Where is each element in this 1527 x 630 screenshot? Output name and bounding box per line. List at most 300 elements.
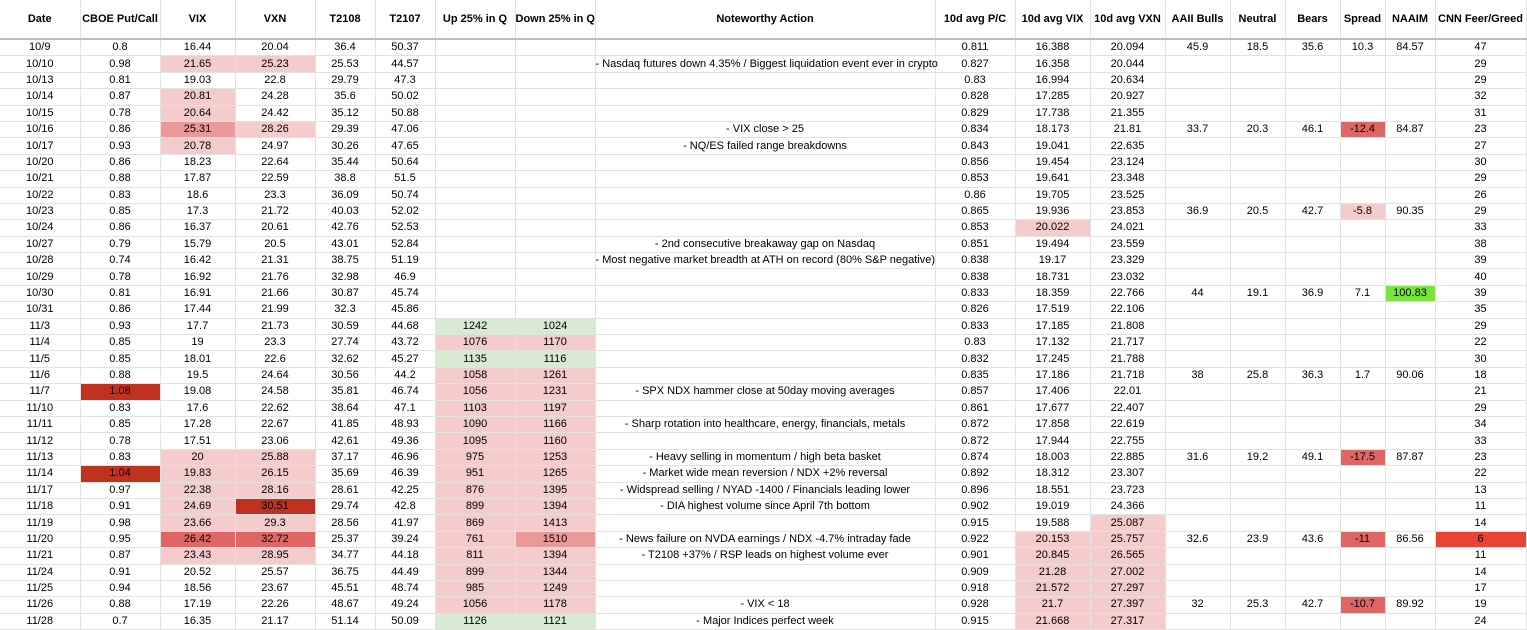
table-cell[interactable]: [1285, 580, 1340, 596]
note-cell[interactable]: [595, 105, 935, 121]
table-cell[interactable]: 10/28: [0, 253, 80, 269]
table-cell[interactable]: 44.68: [375, 318, 435, 334]
table-cell[interactable]: 23.124: [1090, 154, 1165, 170]
table-cell[interactable]: 22.106: [1090, 302, 1165, 318]
table-cell[interactable]: 0.832: [935, 351, 1015, 367]
table-cell[interactable]: 10/29: [0, 269, 80, 285]
table-cell[interactable]: 38.8: [315, 171, 375, 187]
table-cell[interactable]: 1242: [435, 318, 515, 334]
note-cell[interactable]: [595, 39, 935, 56]
table-cell[interactable]: [1385, 384, 1435, 400]
table-cell[interactable]: [1285, 564, 1340, 580]
table-cell[interactable]: 21.355: [1090, 105, 1165, 121]
table-cell[interactable]: 43.6: [1285, 531, 1340, 547]
table-cell[interactable]: 1249: [515, 580, 595, 596]
table-cell[interactable]: 28.26: [235, 121, 315, 137]
table-cell[interactable]: [1230, 351, 1285, 367]
table-cell[interactable]: 19.641: [1015, 171, 1090, 187]
table-cell[interactable]: 28.56: [315, 515, 375, 531]
table-cell[interactable]: 10/10: [0, 56, 80, 72]
table-cell[interactable]: 1395: [515, 482, 595, 498]
table-cell[interactable]: 11/26: [0, 597, 80, 613]
table-cell[interactable]: [1285, 154, 1340, 170]
table-cell[interactable]: 1261: [515, 367, 595, 383]
table-cell[interactable]: 0.826: [935, 302, 1015, 318]
table-cell[interactable]: 11/20: [0, 531, 80, 547]
table-cell[interactable]: 1024: [515, 318, 595, 334]
table-cell[interactable]: 17.185: [1015, 318, 1090, 334]
table-cell[interactable]: 11/10: [0, 400, 80, 416]
table-cell[interactable]: [515, 39, 595, 56]
table-cell[interactable]: 45.27: [375, 351, 435, 367]
table-cell[interactable]: [1340, 56, 1385, 72]
table-cell[interactable]: [515, 269, 595, 285]
table-cell[interactable]: [515, 285, 595, 301]
table-cell[interactable]: 30.26: [315, 138, 375, 154]
table-cell[interactable]: 16.388: [1015, 39, 1090, 56]
table-cell[interactable]: [1165, 548, 1230, 564]
table-cell[interactable]: 47.1: [375, 400, 435, 416]
table-cell[interactable]: 47.3: [375, 72, 435, 88]
table-cell[interactable]: 11/4: [0, 335, 80, 351]
table-cell[interactable]: 24.58: [235, 384, 315, 400]
table-cell[interactable]: 1090: [435, 416, 515, 432]
table-cell[interactable]: -11: [1340, 531, 1385, 547]
table-cell[interactable]: 21.7: [1015, 597, 1090, 613]
table-cell[interactable]: 16.44: [160, 39, 235, 56]
table-cell[interactable]: [1285, 482, 1340, 498]
table-cell[interactable]: 11: [1435, 548, 1526, 564]
table-cell[interactable]: 16.37: [160, 220, 235, 236]
table-cell[interactable]: [1230, 548, 1285, 564]
table-cell[interactable]: [1165, 613, 1230, 629]
table-cell[interactable]: 975: [435, 449, 515, 465]
table-cell[interactable]: 0.856: [935, 154, 1015, 170]
table-cell[interactable]: [1230, 498, 1285, 514]
table-cell[interactable]: 17.132: [1015, 335, 1090, 351]
table-cell[interactable]: 1253: [515, 449, 595, 465]
column-header[interactable]: Noteworthy Action: [595, 0, 935, 39]
table-cell[interactable]: 1076: [435, 335, 515, 351]
table-cell[interactable]: 17.406: [1015, 384, 1090, 400]
table-cell[interactable]: 36.09: [315, 187, 375, 203]
table-cell[interactable]: [435, 89, 515, 105]
table-cell[interactable]: [1385, 302, 1435, 318]
table-cell[interactable]: 11/19: [0, 515, 80, 531]
table-cell[interactable]: 43.01: [315, 236, 375, 252]
table-cell[interactable]: [1230, 400, 1285, 416]
table-cell[interactable]: 42.7: [1285, 203, 1340, 219]
table-cell[interactable]: [515, 236, 595, 252]
table-cell[interactable]: [1165, 89, 1230, 105]
table-cell[interactable]: 19.454: [1015, 154, 1090, 170]
table-cell[interactable]: 20.5: [1230, 203, 1285, 219]
table-cell[interactable]: 21.572: [1015, 580, 1090, 596]
table-cell[interactable]: 46.1: [1285, 121, 1340, 137]
table-cell[interactable]: 11/14: [0, 466, 80, 482]
note-cell[interactable]: [595, 154, 935, 170]
table-cell[interactable]: 0.922: [935, 531, 1015, 547]
table-cell[interactable]: 0.88: [80, 171, 160, 187]
table-cell[interactable]: [1340, 138, 1385, 154]
table-cell[interactable]: 38.75: [315, 253, 375, 269]
table-cell[interactable]: 14: [1435, 515, 1526, 531]
table-cell[interactable]: 21.72: [235, 203, 315, 219]
table-cell[interactable]: 0.909: [935, 564, 1015, 580]
table-cell[interactable]: 47.06: [375, 121, 435, 137]
table-cell[interactable]: 16.42: [160, 253, 235, 269]
table-cell[interactable]: 19.17: [1015, 253, 1090, 269]
table-cell[interactable]: 24: [1435, 613, 1526, 629]
table-cell[interactable]: -5.8: [1340, 203, 1385, 219]
column-header[interactable]: VIX: [160, 0, 235, 39]
table-cell[interactable]: [1165, 171, 1230, 187]
table-cell[interactable]: [1285, 351, 1340, 367]
table-cell[interactable]: 49.36: [375, 433, 435, 449]
table-cell[interactable]: [1230, 302, 1285, 318]
table-cell[interactable]: 0.85: [80, 416, 160, 432]
table-cell[interactable]: 21.788: [1090, 351, 1165, 367]
note-cell[interactable]: [595, 89, 935, 105]
table-cell[interactable]: 44.18: [375, 548, 435, 564]
table-cell[interactable]: 25.53: [315, 56, 375, 72]
table-cell[interactable]: [1165, 482, 1230, 498]
table-cell[interactable]: 22.01: [1090, 384, 1165, 400]
table-cell[interactable]: [435, 187, 515, 203]
table-cell[interactable]: 20.5: [235, 236, 315, 252]
table-cell[interactable]: [1230, 466, 1285, 482]
table-cell[interactable]: 18: [1435, 367, 1526, 383]
table-cell[interactable]: [1340, 105, 1385, 121]
table-cell[interactable]: 24.97: [235, 138, 315, 154]
table-cell[interactable]: [435, 269, 515, 285]
table-cell[interactable]: 0.88: [80, 367, 160, 383]
table-cell[interactable]: 17.44: [160, 302, 235, 318]
table-cell[interactable]: 19.494: [1015, 236, 1090, 252]
table-cell[interactable]: 22.67: [235, 416, 315, 432]
table-cell[interactable]: 0.865: [935, 203, 1015, 219]
table-cell[interactable]: 761: [435, 531, 515, 547]
table-cell[interactable]: [1385, 89, 1435, 105]
table-cell[interactable]: 29.39: [315, 121, 375, 137]
table-cell[interactable]: [515, 138, 595, 154]
table-cell[interactable]: [1340, 433, 1385, 449]
table-cell[interactable]: [1230, 515, 1285, 531]
table-cell[interactable]: 0.86: [80, 220, 160, 236]
table-cell[interactable]: 19: [1435, 597, 1526, 613]
table-cell[interactable]: [1385, 253, 1435, 269]
table-cell[interactable]: 32: [1165, 597, 1230, 613]
table-cell[interactable]: [1340, 318, 1385, 334]
table-cell[interactable]: 20.04: [235, 39, 315, 56]
table-cell[interactable]: 38.64: [315, 400, 375, 416]
table-cell[interactable]: 0.7: [80, 613, 160, 629]
table-cell[interactable]: 23.9: [1230, 531, 1285, 547]
table-cell[interactable]: 1135: [435, 351, 515, 367]
table-cell[interactable]: 30: [1435, 154, 1526, 170]
column-header[interactable]: CNN Feer/Greed: [1435, 0, 1526, 39]
table-cell[interactable]: 0.851: [935, 236, 1015, 252]
table-cell[interactable]: 1116: [515, 351, 595, 367]
table-cell[interactable]: 0.874: [935, 449, 1015, 465]
table-cell[interactable]: [1340, 482, 1385, 498]
note-cell[interactable]: [595, 171, 935, 187]
table-cell[interactable]: 1166: [515, 416, 595, 432]
table-cell[interactable]: 100.83: [1385, 285, 1435, 301]
table-cell[interactable]: 25.37: [315, 531, 375, 547]
table-cell[interactable]: 16.358: [1015, 56, 1090, 72]
table-cell[interactable]: 0.95: [80, 531, 160, 547]
table-cell[interactable]: 29: [1435, 171, 1526, 187]
table-cell[interactable]: [1385, 498, 1435, 514]
table-cell[interactable]: 20.52: [160, 564, 235, 580]
table-cell[interactable]: 19.705: [1015, 187, 1090, 203]
table-cell[interactable]: 28.95: [235, 548, 315, 564]
column-header[interactable]: T2108: [315, 0, 375, 39]
table-cell[interactable]: [1285, 236, 1340, 252]
table-cell[interactable]: 22.59: [235, 171, 315, 187]
table-cell[interactable]: 23.853: [1090, 203, 1165, 219]
table-cell[interactable]: 10/14: [0, 89, 80, 105]
table-cell[interactable]: 21.17: [235, 613, 315, 629]
table-cell[interactable]: 19.2: [1230, 449, 1285, 465]
table-cell[interactable]: [1285, 466, 1340, 482]
table-cell[interactable]: 25.57: [235, 564, 315, 580]
table-cell[interactable]: 21.808: [1090, 318, 1165, 334]
table-cell[interactable]: 0.91: [80, 498, 160, 514]
table-cell[interactable]: [435, 154, 515, 170]
table-cell[interactable]: [435, 220, 515, 236]
table-cell[interactable]: [1340, 154, 1385, 170]
table-cell[interactable]: 1056: [435, 597, 515, 613]
table-cell[interactable]: 17.186: [1015, 367, 1090, 383]
table-cell[interactable]: [1165, 351, 1230, 367]
table-cell[interactable]: 23: [1435, 121, 1526, 137]
table-cell[interactable]: 16.994: [1015, 72, 1090, 88]
table-cell[interactable]: 19: [160, 335, 235, 351]
table-cell[interactable]: 20.153: [1015, 531, 1090, 547]
table-cell[interactable]: 0.87: [80, 89, 160, 105]
table-cell[interactable]: 0.838: [935, 253, 1015, 269]
table-cell[interactable]: [1165, 105, 1230, 121]
table-cell[interactable]: 27.317: [1090, 613, 1165, 629]
note-cell[interactable]: [595, 302, 935, 318]
table-cell[interactable]: 46.39: [375, 466, 435, 482]
table-cell[interactable]: [1385, 236, 1435, 252]
table-cell[interactable]: 27: [1435, 138, 1526, 154]
table-cell[interactable]: [1340, 89, 1385, 105]
table-cell[interactable]: 36.4: [315, 39, 375, 56]
table-cell[interactable]: 13: [1435, 482, 1526, 498]
table-cell[interactable]: [1340, 302, 1385, 318]
note-cell[interactable]: [595, 367, 935, 383]
table-cell[interactable]: [1230, 154, 1285, 170]
table-cell[interactable]: 0.78: [80, 269, 160, 285]
table-cell[interactable]: [1285, 187, 1340, 203]
table-cell[interactable]: 87.87: [1385, 449, 1435, 465]
table-cell[interactable]: 22.64: [235, 154, 315, 170]
table-cell[interactable]: [1285, 515, 1340, 531]
table-cell[interactable]: 35.12: [315, 105, 375, 121]
table-cell[interactable]: [1165, 138, 1230, 154]
table-cell[interactable]: 50.09: [375, 613, 435, 629]
table-cell[interactable]: [1385, 466, 1435, 482]
table-cell[interactable]: 84.57: [1385, 39, 1435, 56]
table-cell[interactable]: [1230, 253, 1285, 269]
table-cell[interactable]: [435, 171, 515, 187]
table-cell[interactable]: 17.738: [1015, 105, 1090, 121]
table-cell[interactable]: 45.51: [315, 580, 375, 596]
table-cell[interactable]: 20.61: [235, 220, 315, 236]
column-header[interactable]: CBOE Put/Call: [80, 0, 160, 39]
table-cell[interactable]: 0.834: [935, 121, 1015, 137]
table-cell[interactable]: 19.041: [1015, 138, 1090, 154]
table-cell[interactable]: 22: [1435, 335, 1526, 351]
table-cell[interactable]: 25.88: [235, 449, 315, 465]
table-cell[interactable]: 22.38: [160, 482, 235, 498]
table-cell[interactable]: 0.861: [935, 400, 1015, 416]
table-cell[interactable]: 19.03: [160, 72, 235, 88]
table-cell[interactable]: [515, 203, 595, 219]
table-cell[interactable]: 10/15: [0, 105, 80, 121]
table-cell[interactable]: 51.19: [375, 253, 435, 269]
note-cell[interactable]: [595, 203, 935, 219]
table-cell[interactable]: [515, 302, 595, 318]
table-cell[interactable]: 46.9: [375, 269, 435, 285]
table-cell[interactable]: 35.44: [315, 154, 375, 170]
table-cell[interactable]: [515, 105, 595, 121]
column-header[interactable]: 10d avg VXN: [1090, 0, 1165, 39]
table-cell[interactable]: 17.6: [160, 400, 235, 416]
table-cell[interactable]: 22.8: [235, 72, 315, 88]
note-cell[interactable]: - NQ/ES failed range breakdowns: [595, 138, 935, 154]
table-cell[interactable]: 10/22: [0, 187, 80, 203]
table-cell[interactable]: 39: [1435, 253, 1526, 269]
table-cell[interactable]: [1340, 466, 1385, 482]
table-cell[interactable]: 21.718: [1090, 367, 1165, 383]
table-cell[interactable]: 20.64: [160, 105, 235, 121]
table-cell[interactable]: 21.65: [160, 56, 235, 72]
note-cell[interactable]: [595, 187, 935, 203]
table-cell[interactable]: [435, 138, 515, 154]
table-cell[interactable]: 27.002: [1090, 564, 1165, 580]
table-cell[interactable]: [435, 253, 515, 269]
table-cell[interactable]: 23.032: [1090, 269, 1165, 285]
table-cell[interactable]: [1340, 171, 1385, 187]
table-cell[interactable]: 35.6: [315, 89, 375, 105]
table-cell[interactable]: 17.51: [160, 433, 235, 449]
table-cell[interactable]: 23.329: [1090, 253, 1165, 269]
column-header[interactable]: VXN: [235, 0, 315, 39]
table-cell[interactable]: 18.5: [1230, 39, 1285, 56]
note-cell[interactable]: - SPX NDX hammer close at 50day moving averages: [595, 384, 935, 400]
table-cell[interactable]: [1230, 171, 1285, 187]
table-cell[interactable]: 0.88: [80, 597, 160, 613]
table-cell[interactable]: 90.35: [1385, 203, 1435, 219]
table-cell[interactable]: 50.88: [375, 105, 435, 121]
table-cell[interactable]: [1230, 318, 1285, 334]
table-cell[interactable]: 30.87: [315, 285, 375, 301]
table-cell[interactable]: [1285, 613, 1340, 629]
table-cell[interactable]: 0.78: [80, 433, 160, 449]
table-cell[interactable]: 25.757: [1090, 531, 1165, 547]
table-cell[interactable]: 41.97: [375, 515, 435, 531]
table-cell[interactable]: 25.087: [1090, 515, 1165, 531]
table-cell[interactable]: 36.9: [1165, 203, 1230, 219]
table-cell[interactable]: [515, 121, 595, 137]
table-cell[interactable]: [1230, 138, 1285, 154]
table-cell[interactable]: [1385, 154, 1435, 170]
table-cell[interactable]: 0.918: [935, 580, 1015, 596]
table-cell[interactable]: [1165, 269, 1230, 285]
table-cell[interactable]: 45.9: [1165, 39, 1230, 56]
column-header[interactable]: 10d avg P/C: [935, 0, 1015, 39]
table-cell[interactable]: 17: [1435, 580, 1526, 596]
table-cell[interactable]: [1385, 433, 1435, 449]
table-cell[interactable]: 0.901: [935, 548, 1015, 564]
table-cell[interactable]: 0.85: [80, 335, 160, 351]
table-cell[interactable]: 0.827: [935, 56, 1015, 72]
table-cell[interactable]: 19.588: [1015, 515, 1090, 531]
table-cell[interactable]: 10/9: [0, 39, 80, 56]
table-cell[interactable]: 44.49: [375, 564, 435, 580]
table-cell[interactable]: 0.86: [935, 187, 1015, 203]
table-cell[interactable]: 17.245: [1015, 351, 1090, 367]
table-cell[interactable]: 1126: [435, 613, 515, 629]
note-cell[interactable]: - Major Indices perfect week: [595, 613, 935, 629]
table-cell[interactable]: 46.96: [375, 449, 435, 465]
table-cell[interactable]: 10/27: [0, 236, 80, 252]
table-cell[interactable]: 51.5: [375, 171, 435, 187]
table-cell[interactable]: 1058: [435, 367, 515, 383]
table-cell[interactable]: 16.92: [160, 269, 235, 285]
table-cell[interactable]: 0.915: [935, 613, 1015, 629]
table-cell[interactable]: 0.843: [935, 138, 1015, 154]
table-cell[interactable]: [1230, 269, 1285, 285]
column-header[interactable]: Up 25% in Q: [435, 0, 515, 39]
table-cell[interactable]: 1344: [515, 564, 595, 580]
table-cell[interactable]: [1340, 384, 1385, 400]
table-cell[interactable]: [1340, 498, 1385, 514]
table-cell[interactable]: 0.902: [935, 498, 1015, 514]
table-cell[interactable]: 17.87: [160, 171, 235, 187]
table-cell[interactable]: [1385, 400, 1435, 416]
table-cell[interactable]: 50.64: [375, 154, 435, 170]
table-cell[interactable]: 32.3: [315, 302, 375, 318]
table-cell[interactable]: 0.86: [80, 302, 160, 318]
table-cell[interactable]: 899: [435, 498, 515, 514]
table-cell[interactable]: 29.3: [235, 515, 315, 531]
table-cell[interactable]: 22.885: [1090, 449, 1165, 465]
table-cell[interactable]: 42.7: [1285, 597, 1340, 613]
table-cell[interactable]: 46.74: [375, 384, 435, 400]
column-header[interactable]: 10d avg VIX: [1015, 0, 1090, 39]
table-cell[interactable]: [1230, 384, 1285, 400]
table-cell[interactable]: 32: [1435, 89, 1526, 105]
table-cell[interactable]: 21.31: [235, 253, 315, 269]
table-cell[interactable]: 0.81: [80, 72, 160, 88]
table-cell[interactable]: 1121: [515, 613, 595, 629]
table-cell[interactable]: 10/17: [0, 138, 80, 154]
table-cell[interactable]: 1170: [515, 335, 595, 351]
table-cell[interactable]: [1385, 548, 1435, 564]
table-cell[interactable]: 50.37: [375, 39, 435, 56]
table-cell[interactable]: [1340, 253, 1385, 269]
note-cell[interactable]: - Widspread selling / NYAD -1400 / Financials leading lower: [595, 482, 935, 498]
table-cell[interactable]: 11/21: [0, 548, 80, 564]
table-cell[interactable]: [1165, 580, 1230, 596]
table-cell[interactable]: 0.87: [80, 548, 160, 564]
